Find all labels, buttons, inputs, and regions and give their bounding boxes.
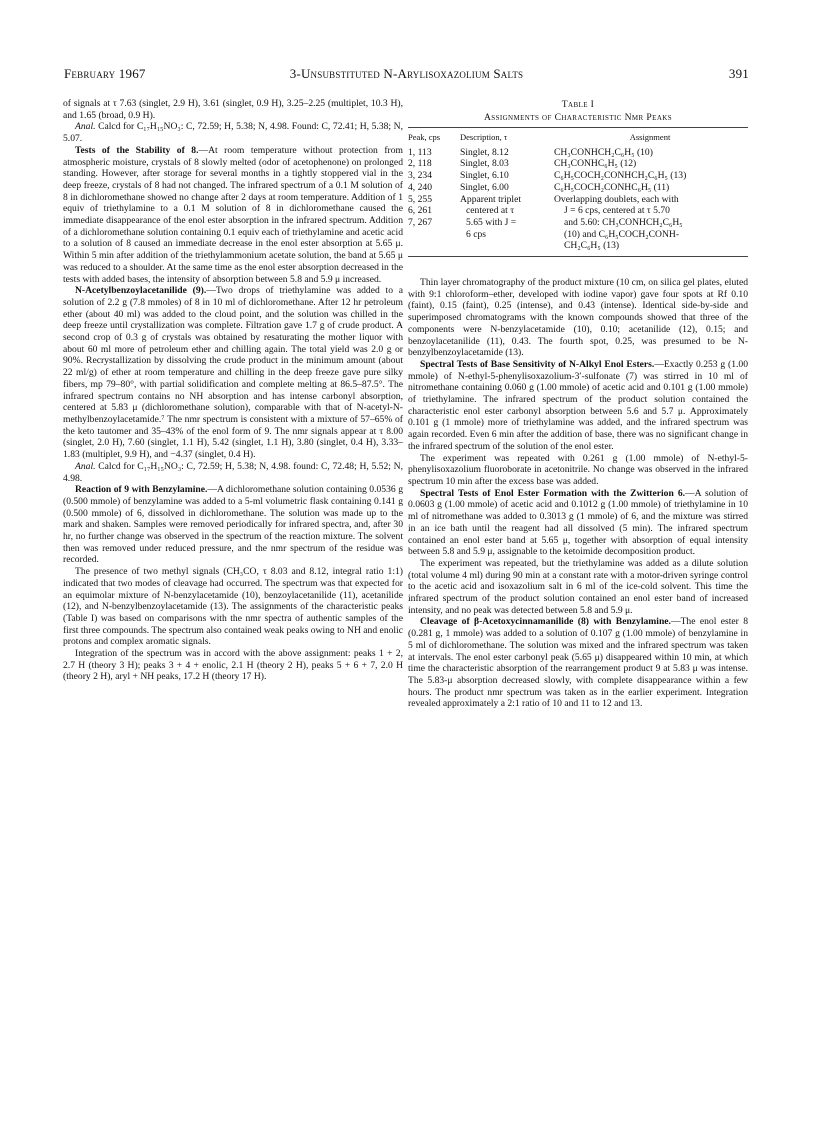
paragraph-analysis-2 bbox=[63, 461, 403, 484]
cell-peak bbox=[408, 229, 460, 241]
cell-assignment: CH₃CONHCH₂C₆H₅ (10) bbox=[554, 146, 653, 158]
paragraph-zwitterion-tests bbox=[408, 488, 748, 558]
section-heading-benzylamine-reaction: Reaction of 9 with Benzylamine. bbox=[75, 484, 208, 496]
cell-peak: 5, 255 bbox=[408, 193, 432, 205]
cell-description: centered at τ bbox=[466, 205, 515, 217]
paragraph-integration: Integration of the spectrum was in accord with the above assignment: peaks 1 + 2, 2.7 H (theory 3 H); peaks 3 + 4 + enolic, 2.1 H (theory 2 H), peaks 5 + 6 + 7, 2.0 H (theory 2 H), aryl + NH peaks, 17.2 H (theory 17 H). bbox=[63, 648, 403, 683]
cell-assignment: C₆H₅COCH₂CONHC₆H₅ (11) bbox=[554, 181, 670, 193]
cell-assignment: CH₃CONHC₆H₅ (12) bbox=[554, 158, 637, 170]
table-row bbox=[408, 217, 748, 229]
cell-assignment: J = 6 cps, centered at τ 5.70 bbox=[564, 205, 670, 217]
paragraph-cleavage bbox=[408, 616, 748, 710]
paragraph-repeat-fluoroborate: The experiment was repeated with 0.261 g (1.00 mmole) of N-ethyl-5-phenylisoxazolium fluoroborate in acetonitrile. No change was observed in the infrared spectrum 10 min after the excess base was added. bbox=[408, 452, 748, 487]
column-header-assignment: Assignment bbox=[629, 132, 671, 142]
zwitterion-text: —A solution of 0.0603 g (1.00 mmole) of acetic acid and 0.1012 g (1.00 mmole) of triethylamine in 10 ml of nitromethane was added to 0.3013 g (1 mmole) of 6, and the mixture was stirred in an ice bath until the reagent had all dissolved (5 min). The infrared spectrum contained an enol ester band at 5.65 μ, together with absorption of equal intensity between 5.8 and 5.9 μ, assignable to the ketoimide decomposition product. bbox=[408, 487, 748, 558]
cell-peak: 4, 240 bbox=[408, 181, 432, 193]
cell-description: Singlet, 8.03 bbox=[460, 158, 509, 170]
cell-peak: 7, 267 bbox=[408, 216, 432, 228]
analysis-text: Calcd for C₁₇H₁₅NO₃: C, 72.59; H, 5.38; N, 4.98. found: C, 72.48; H, 5.52; N, 4.98. bbox=[63, 460, 403, 484]
cleavage-text: —The enol ester 8 (0.281 g, 1 mmole) was added to a solution of 0.107 g (1.00 mmole) of benzylamine in 5 ml of dichloromethane. The solution was mixed and the infrared spectrum was taken at intervals. The enol ester carbonyl peak (5.65 μ) disappeared within 10 min, at which time the characteristic absorption of the rearrangement product 9 at 5.83 μ was intense. The 5.83-μ absorption decreased slowly, with complete disappearance within a few hours. The product nmr spectrum was taken as in the earlier experiment. Integration revealed approximately a 2:1 ratio of 10 and 11 to 12 and 13. bbox=[408, 616, 748, 710]
cell-description: 6 cps bbox=[466, 228, 486, 240]
paragraph-nmr-signals: of signals at τ 7.63 (singlet, 2.9 H), 3.61 (singlet, 0.9 H), 3.25–2.25 (multiplet, 10.3 H), and 1.65 (broad, 0.9 H). bbox=[63, 98, 403, 121]
cell-assignment: C₆H₅COCH₂CONHCH₂C₆H₅ (13) bbox=[554, 170, 687, 182]
column-header-peak: Peak, cps bbox=[408, 132, 441, 142]
cell-description: Singlet, 8.12 bbox=[460, 146, 509, 158]
column-header-description: Description, τ bbox=[460, 132, 508, 142]
cell-description: Apparent triplet bbox=[460, 193, 522, 205]
cell-description: Singlet, 6.10 bbox=[460, 170, 509, 182]
analysis-text: Calcd for C₁₇H₁₅NO₃: C, 72.59; H, 5.38; N, 4.98. Found: C, 72.41; H, 5.38; N, 5.07. bbox=[63, 121, 403, 145]
cell-assignment: Overlapping doublets, each with bbox=[554, 193, 679, 205]
page-number: 391 bbox=[728, 66, 749, 81]
analysis-label: Anal. bbox=[75, 460, 96, 472]
benzylamine-reaction-text: —A dichloromethane solution containing 0.0536 g (0.500 mmole) of benzylamine was added to a 5-ml volumetric flask containing 0.141 g (0.500 mmole) of 6, dissolved in dichloromethane. The solution was made up to the mark and shaken. Samples were removed periodically for infrared spectra, and, after 30 hr, no further change was observed in the spectrum of the reaction mixture. The solvent then was removed under reduced pressure, and the nmr spectrum of the residue was recorded. bbox=[63, 484, 404, 566]
section-heading-acetylbenzoylacetanilide: N-Acetylbenzoylacetanilide (9). bbox=[75, 285, 207, 297]
table-row bbox=[408, 194, 748, 206]
table-header-row bbox=[408, 132, 748, 147]
paragraph-base-sensitivity bbox=[408, 359, 748, 453]
left-column bbox=[63, 98, 403, 683]
paragraph-tlc: Thin layer chromatography of the product mixture (10 cm, on silica gel plates, eluted with 9:1 chloroform–ether, developed with iodine vapor) gave four spots at Rf 0.10 (faint), 0.15 (faint), 0.25 (intense), and 0.43 (intense). Identical side-by-side and superimposed chromatograms with the known compounds showed that three of the components were N-benzylacetamide (10), 0.10; acetanilide (12), 0.15; and benzoylacetanilide (11), 0.43. The fourth spot, 0.25, was presumed to be N-benzylbenzoylacetamide (13). bbox=[408, 277, 748, 359]
table-row bbox=[408, 182, 748, 194]
table-row bbox=[408, 240, 748, 252]
table-row bbox=[408, 205, 748, 217]
paragraph-methyl-signals: The presence of two methyl signals (CH₃CO, τ 8.03 and 8.12, integral ratio 1:1) indicated that two modes of cleavage had occurred. The spectrum was that expected for an equimolar mixture of N-benzylacetamide (10), benzoylacetanilide (11), acetanilide (12), and N-benzylbenzoylacetamide (13). The assignments of the characteristic peaks (Table I) was based on comparisons with the nmr spectra of authentic samples of the first three compounds. The spectrum also contained weak peaks owing to NH and enolic protons and complex aromatic signals. bbox=[63, 566, 403, 648]
table-title: Table I bbox=[561, 99, 595, 110]
cell-description: Singlet, 6.00 bbox=[460, 181, 509, 193]
section-heading-cleavage: Cleavage of β-Acetoxycinnamanilide (8) with Benzylamine. bbox=[420, 616, 671, 628]
cell-peak: 2, 118 bbox=[408, 158, 432, 170]
cell-peak: 6, 261 bbox=[408, 205, 432, 217]
cell-description bbox=[460, 240, 554, 252]
paragraph-benzylamine-reaction bbox=[63, 484, 403, 566]
paragraph-acetylbenzoylacetanilide bbox=[63, 285, 403, 461]
acetylbenzoylacetanilide-text: —Two drops of triethylamine was added to a solution of 2.2 g (7.8 mmoles) of 8 in 10 ml of dichloromethane. After 12 hr petroleum ether (about 40 ml) was added to the cloud point, and the solution was chilled in the deep freeze until crystallization was complete. Filtration gave 1.7 g of crude product. A second crop of 0.3 g of crystals was obtained by resaturating the mother liquor with about 60 ml more of petroleum ether and chilling again. The total yield was 2.0 g or 90%. Recrystallization by dissolving the crude product in the minimum amount (about 22 ml/g) of ether at room temperature and chilling in the deep freeze gave pure silky fibers, mp 79–80°, with partial solidification and complete melting at 86.5–87.5°. The infrared spectrum contains no NH absorption and has intense carbonyl absorption, centered at 5.83 μ (dichloromethane solution), comparable with that of N-acetyl-N-methylbenzoylacetamide.⁷ The nmr spectrum is consistent with a mixture of 57–65% of the keto tautomer and 35–43% of the enol form of 9. The nmr signals appear at τ 8.00 (singlet, 2.0 H), 7.60 (singlet, 1.1 H), 5.42 (singlet, 1.1 H), 3.80 (singlet, 0.4 H), 3.33–1.83 (multiplet, 9.9 H), and −4.37 (singlet, 0.4 H). bbox=[63, 285, 404, 461]
table-subtitle: Assignments of Characteristic Nmr Peaks bbox=[483, 112, 673, 123]
running-header-title: 3-Unsubstituted N-Arylisoxazolium Salts bbox=[289, 66, 524, 81]
table-row bbox=[408, 158, 748, 170]
table-row bbox=[408, 229, 748, 241]
nmr-table-block bbox=[408, 98, 748, 257]
cell-assignment: CH₂C₆H₅ (13) bbox=[564, 240, 620, 252]
table-row bbox=[408, 170, 748, 182]
section-heading-stability: Tests of the Stability of 8. bbox=[75, 144, 199, 156]
running-header-date: February 1967 bbox=[64, 66, 146, 81]
cell-description: 5.65 with J = bbox=[466, 216, 517, 228]
cell-assignment: and 5.60: CH₃CONHCH₂C₆H₅ bbox=[564, 216, 683, 228]
nmr-assignment-table bbox=[408, 132, 748, 252]
section-heading-zwitterion: Spectral Tests of Enol Ester Formation with the Zwitterion 6. bbox=[420, 487, 686, 499]
stability-text: —At room temperature without protection from atmospheric moisture, crystals of 8 slowly melted (odor of acetophenone) on prolonged standing. However, after storage for several months in a tightly stoppered vial in the deep freeze, crystals of 8 had not changed. The infrared spectrum of a 0.1 M solution of 8 in dichloromethane showed no change after 2 days at room temperature. Addition of 1 equiv of triethylamine to a 0.1 M solution of 8 in dichloromethane caused the immediate disappearance of the enol ester absorption in the infrared spectrum. Addition of a dichloromethane solution containing 0.1 equiv each of triethylamine and acetic acid to a solution of 8 caused an immediate decrease in the enol ester absorption at 5.65 μ. Within 5 min after addition of the triethylammonium acetate solution, the band at 5.65 μ was reduced to a shoulder. At the same time as the enol ester absorption decreased in the tests with added bases, the intensity of absorption between 5.8 and 5.9 μ increased. bbox=[63, 144, 403, 285]
table-row bbox=[408, 147, 748, 159]
paragraph-stability-tests bbox=[63, 145, 403, 285]
section-heading-base-sensitivity: Spectral Tests of Base Sensitivity of N-Alkyl Enol Esters. bbox=[420, 358, 655, 370]
cell-peak: 1, 113 bbox=[408, 146, 432, 158]
paragraph-analysis-1 bbox=[63, 121, 403, 144]
base-sensitivity-text: —Exactly 0.253 g (1.00 mmole) of N-ethyl-5-phenylisoxazolium-3′-sulfonate (7) was stirred in 10 ml of nitromethane containing 0.060 g (1.00 mmole) of acetic acid and 0.101 g (1.00 mmole) of triethylamine. The infrared spectrum of the product solution contained the characteristic enol ester carbonyl absorption between 5.6 and 5.7 μ. Approximately 0.101 g (1 mmole) more of triethylamine was added, and the infrared spectrum was again recorded. Even 6 min after the addition of base, there was no significant change in the infrared spectrum of the solution of the enol ester. bbox=[408, 358, 748, 452]
paragraph-repeat-dilute: The experiment was repeated, but the triethylamine was added as a dilute solution (total volume 4 ml) during 90 min at a constant rate with a motor-driven syringe control to the acetic acid and isoxazolium salt in 6 ml of the ice-cold solvent. This time the infrared spectrum of the product solution contained an enol ester band of increased intensity, and no peak was detected between 5.8 and 5.9 μ. bbox=[408, 557, 748, 616]
right-column bbox=[408, 98, 748, 710]
cell-peak bbox=[408, 240, 460, 252]
analysis-label: Anal. bbox=[75, 121, 96, 133]
cell-assignment: (10) and C₆H₅COCH₂CONH- bbox=[564, 228, 680, 240]
cell-peak: 3, 234 bbox=[408, 170, 432, 182]
